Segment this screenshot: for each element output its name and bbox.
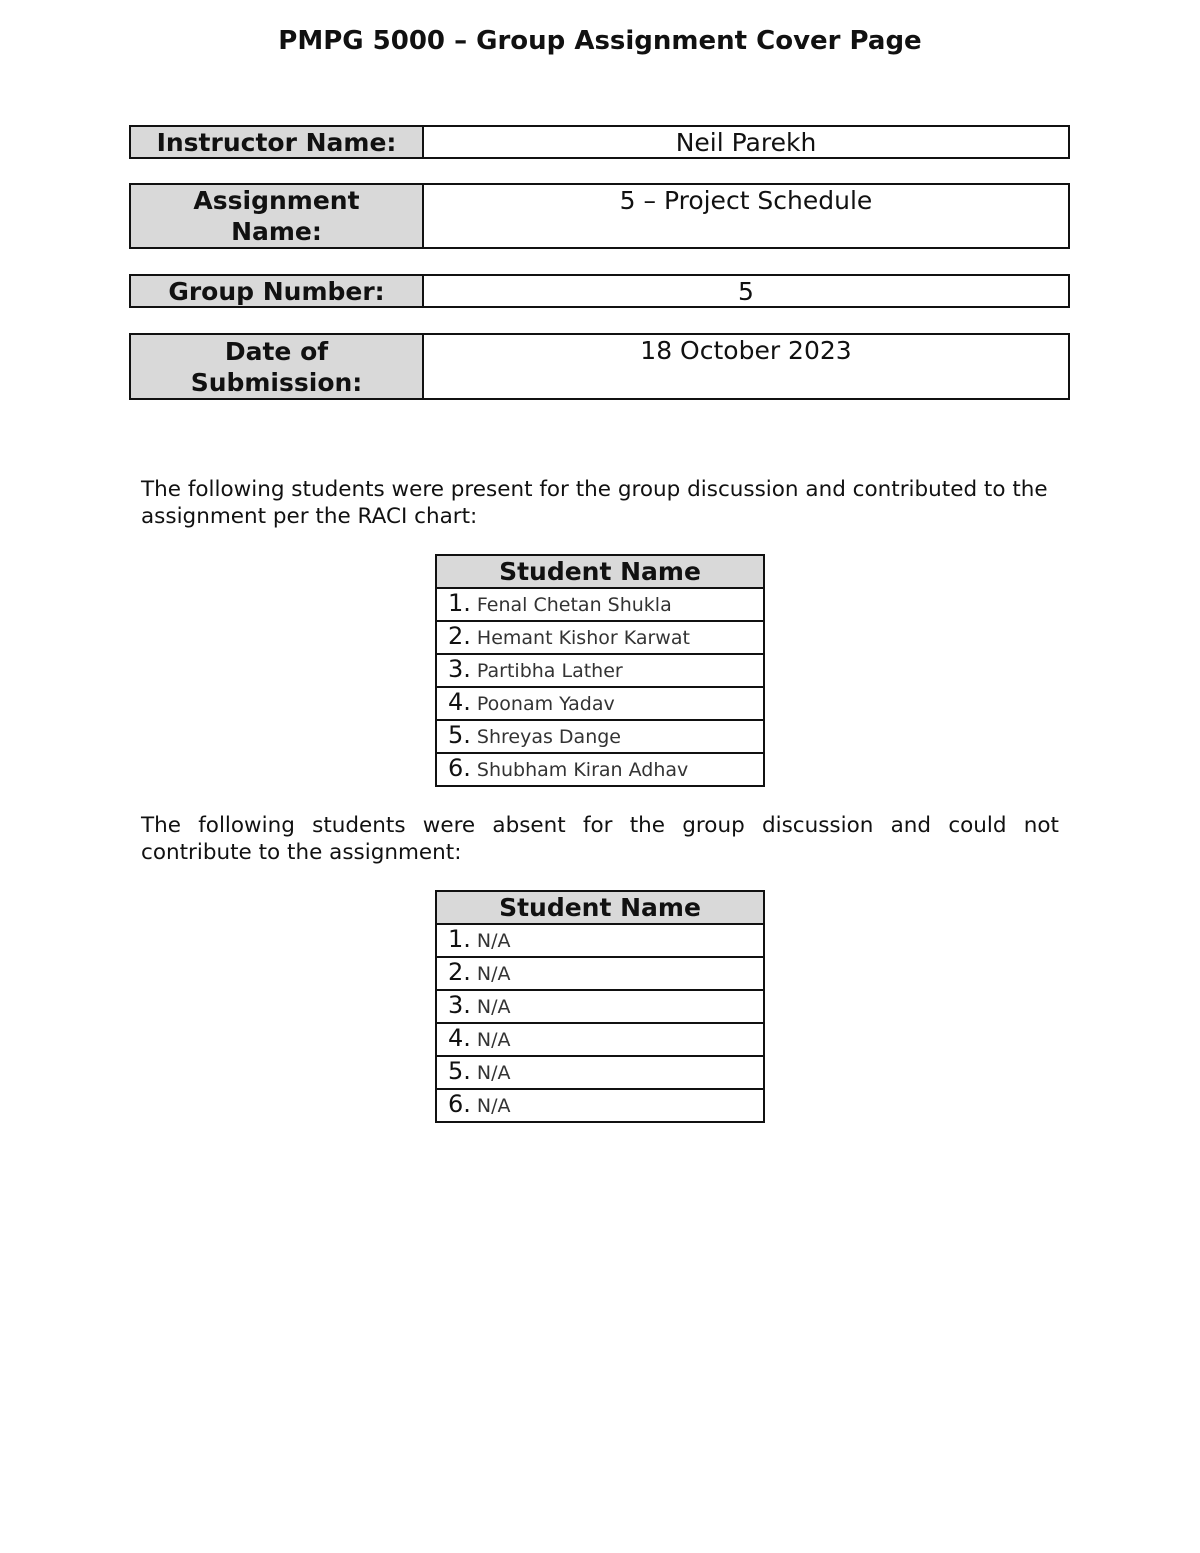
instructor-label: Instructor Name: [131, 127, 424, 157]
page-title: PMPG 5000 – Group Assignment Cover Page [278, 26, 922, 56]
student-name: N/A [476, 963, 511, 985]
assignment-value: 5 – Project Schedule [619, 186, 873, 215]
student-name: N/A [476, 996, 511, 1018]
group-number-label: Group Number: [131, 276, 424, 306]
student-name: Fenal Chetan Shukla [476, 594, 672, 616]
submission-date-row [129, 333, 1070, 400]
student-name: N/A [476, 1095, 511, 1117]
table-row [436, 924, 764, 957]
row-number: 3. [448, 991, 471, 1019]
table-row [436, 1089, 764, 1122]
table-row [436, 1056, 764, 1089]
row-number: 1. [448, 589, 471, 617]
absent-students-table [435, 890, 765, 1123]
row-number: 6. [448, 754, 471, 782]
row-number: 4. [448, 688, 471, 716]
table-row [436, 753, 764, 786]
submission-date-label: Date of Submission: [131, 335, 424, 398]
absent-students-text: The following students were absent for the group discussion and could not contribute to the assignment: [141, 813, 1059, 865]
table-row [436, 588, 764, 621]
table-row [436, 990, 764, 1023]
table-row [436, 1023, 764, 1056]
present-students-text: The following students were present for the group discussion and contributed to the assignment per the RACI chart: [141, 477, 1048, 529]
row-number: 4. [448, 1024, 471, 1052]
student-name: Hemant Kishor Karwat [476, 627, 690, 649]
row-number: 6. [448, 1090, 471, 1118]
row-number: 1. [448, 925, 471, 953]
instructor-value: Neil Parekh [675, 128, 817, 157]
row-number: 5. [448, 721, 471, 749]
table-row [436, 621, 764, 654]
student-name: Partibha Lather [476, 660, 623, 682]
table-row [436, 687, 764, 720]
student-name: Poonam Yadav [476, 693, 615, 715]
table-header: Student Name [436, 555, 764, 588]
student-name: N/A [476, 930, 511, 952]
student-name: N/A [476, 1029, 511, 1051]
table-header: Student Name [436, 891, 764, 924]
table-row [436, 720, 764, 753]
instructor-row [129, 125, 1070, 159]
row-number: 2. [448, 958, 471, 986]
assignment-row [129, 183, 1070, 249]
table-row [436, 654, 764, 687]
row-number: 2. [448, 622, 471, 650]
row-number: 3. [448, 655, 471, 683]
present-students-table [435, 554, 765, 787]
row-number: 5. [448, 1057, 471, 1085]
student-name: Shreyas Dange [476, 726, 621, 748]
assignment-label: Assignment Name: [131, 185, 424, 247]
submission-date-value: 18 October 2023 [640, 336, 852, 365]
student-name: N/A [476, 1062, 511, 1084]
student-name: Shubham Kiran Adhav [476, 759, 689, 781]
table-row [436, 957, 764, 990]
group-number-row [129, 274, 1070, 308]
group-number-value: 5 [738, 277, 754, 306]
